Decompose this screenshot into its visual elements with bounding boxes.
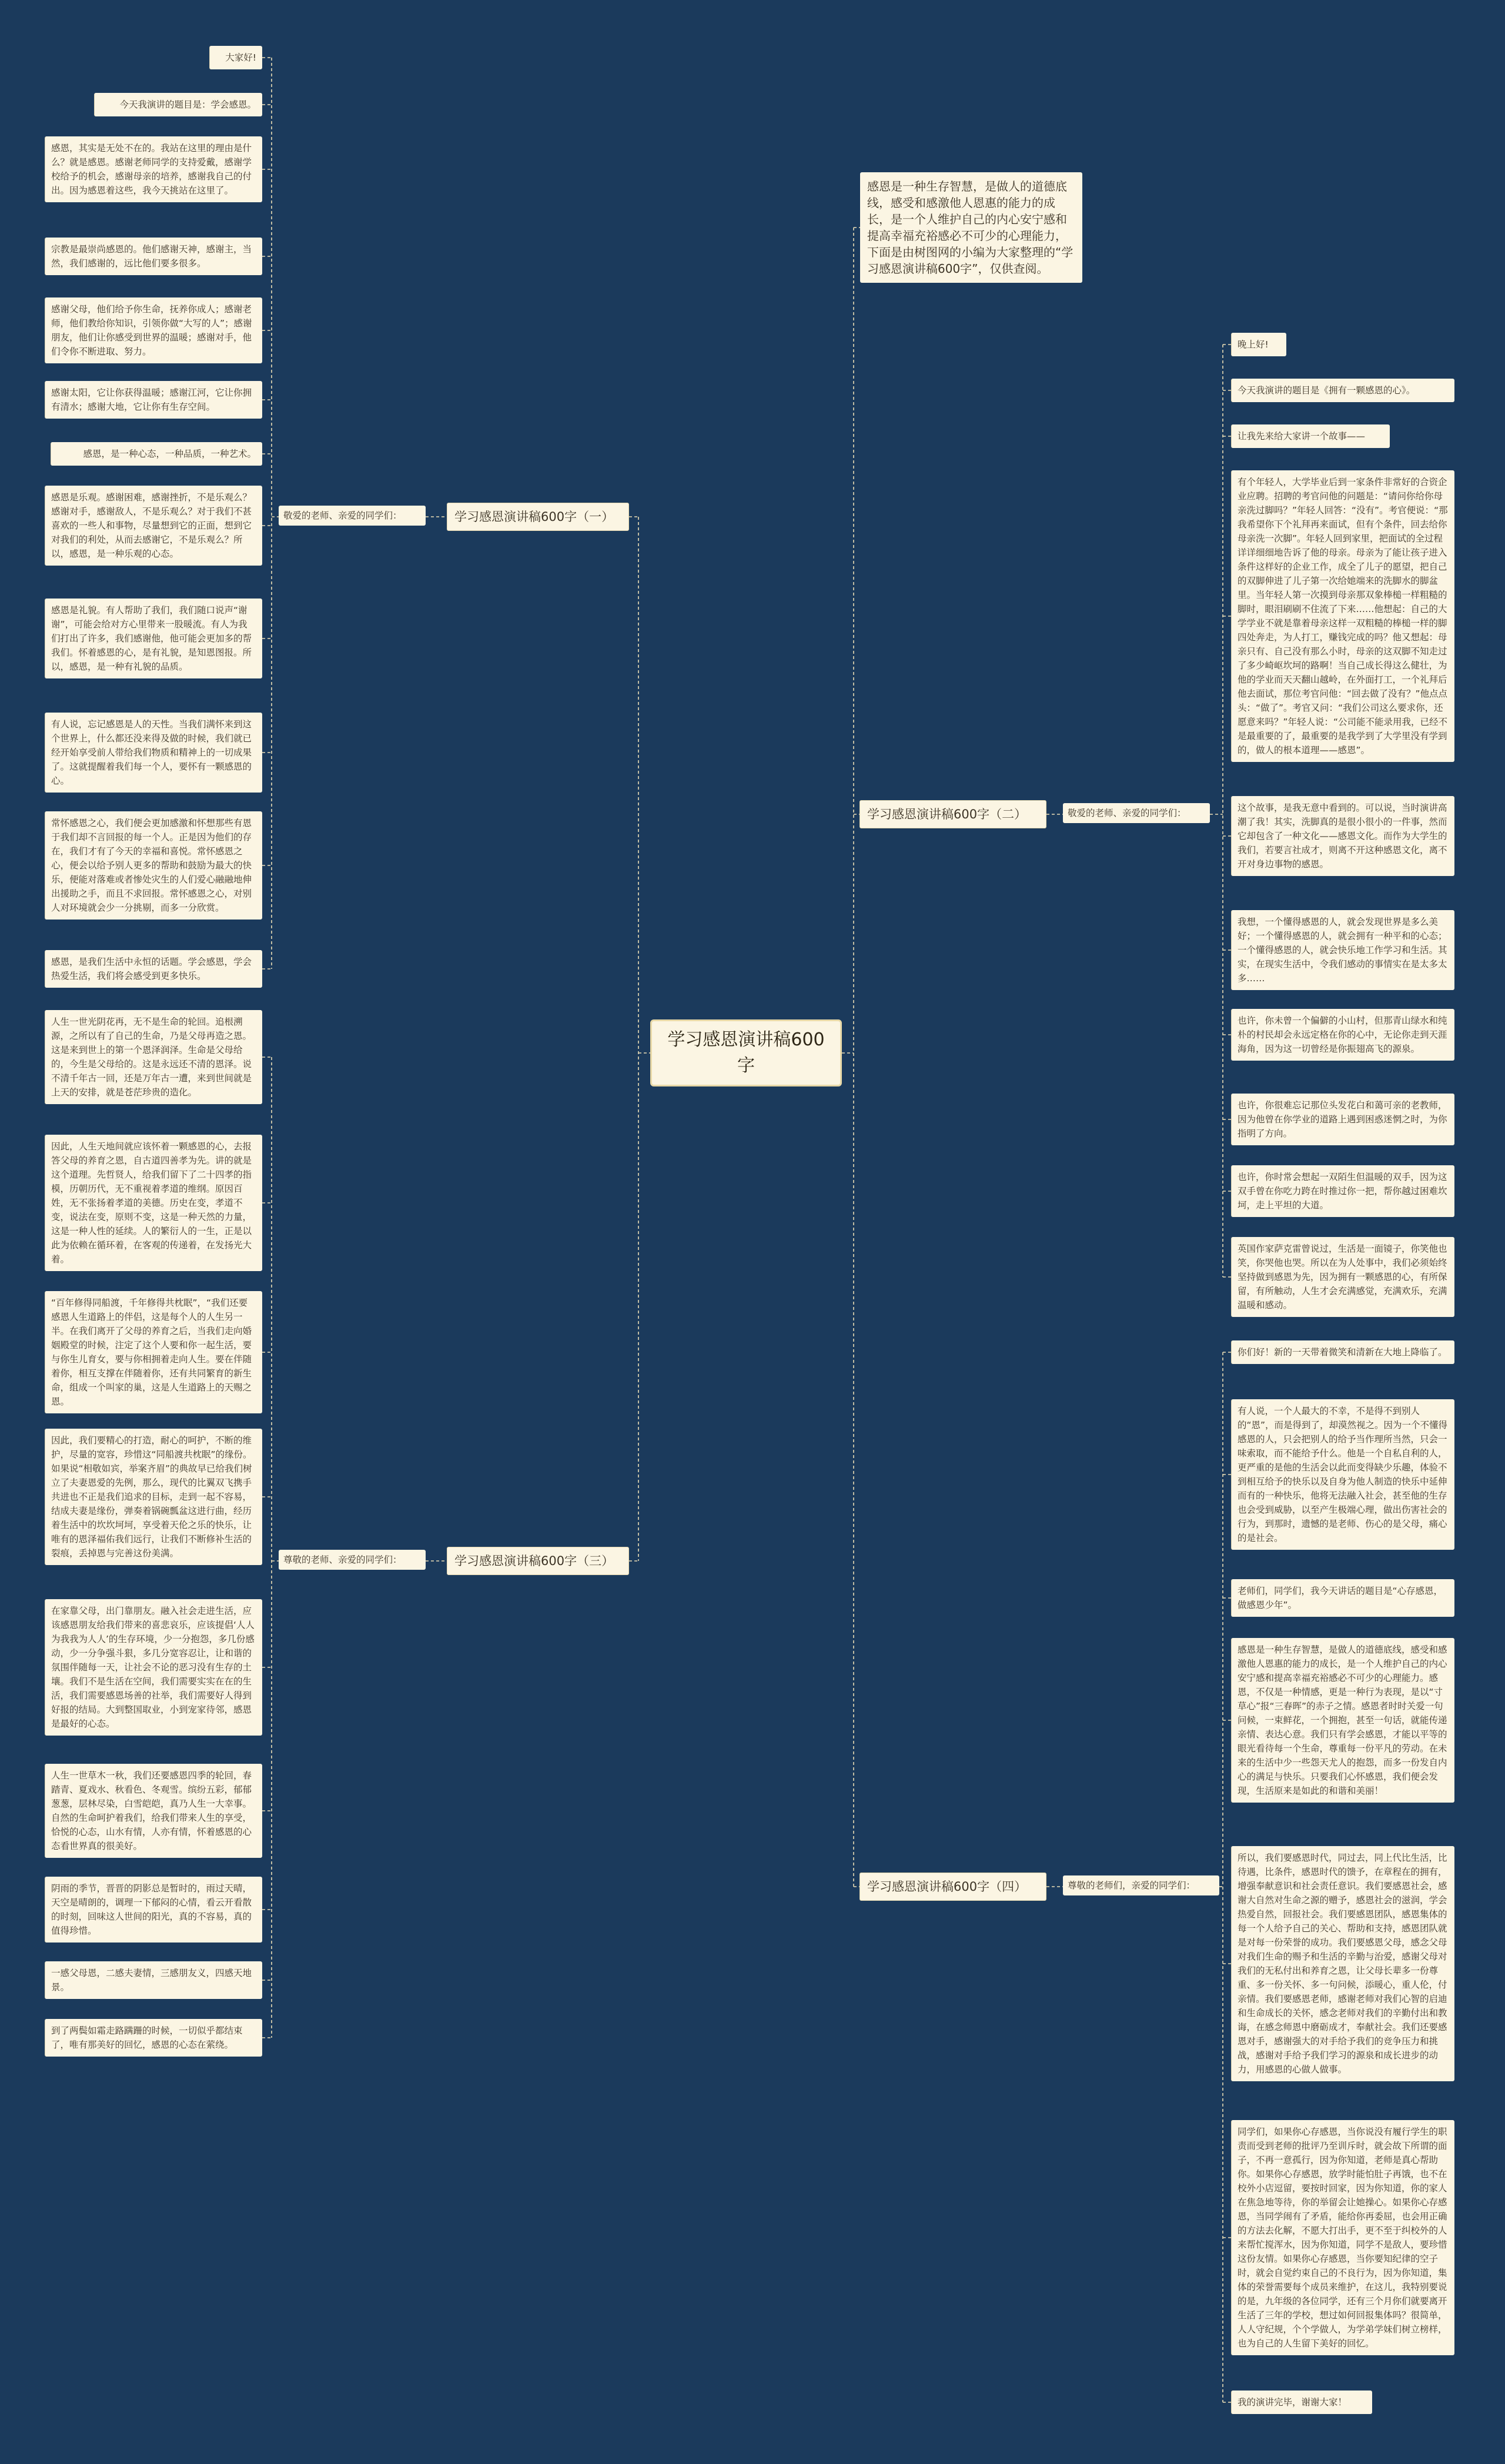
branch-1-leaf: 感恩，其实是无处不在的。我站在这里的理由是什么？就是感恩。感谢老师同学的支持爱戴，感谢学校给予的机会，感谢母亲的培养，感谢我自己的付出。因为感恩着这些，我今天挑站在这里了。 <box>45 136 262 202</box>
branch-3-title[interactable]: 学习感恩演讲稿600字（三） <box>447 1547 629 1575</box>
branch-1-leaf: 感恩，是我们生活中永恒的话题。学会感恩，学会热爱生活，我们将会感受到更多快乐。 <box>45 950 262 988</box>
branch-2-leaf: 有个年轻人，大学毕业后到一家条件非常好的合资企业应聘。招聘的考官问他的问题是：“请问你给你母亲洗过脚吗？”年轻人回答：“没有”。考官便说：“那我希望你下个礼拜再来面试，但有个条件，回去给你母亲洗一次脚”。年轻人回到家里，把面试的全过程详详细细地告诉了他的母亲。母亲为了能让孩子进入条件这样好的企业工作，成全了儿子的愿望，把自己的双脚伸进了儿子第一次给她端来的洗脚水的脚盆里。当年轻人第一次摸到母亲那双象棒槌一样粗糙的脚时，眼泪刷刷不住流了下来……他想起：自己的大学学业不就是靠着母亲这样一双粗糙的棒槌一样的脚四处奔走，为人打工，赚钱完成的吗？他又想起：母亲只有、自己没有那么小时，母亲的这双脚不知走过了多少崎岖坎坷的路啊！当自己成长得这么健壮，为他的学业而天天翻山越岭，在外面打工，一个礼拜后他去面试，那位考官问他：“回去做了没有？”他点点头：“做了”。考官又问：“我们公司这么要求你，还愿意来吗？”年轻人说：“公司能不能录用我，已经不是最重要的了，最重要的是我学到了大学里没有学到的，做人的根本道理——感恩”。 <box>1231 470 1454 762</box>
branch-1-leaf: 今天我演讲的题目是：学会感恩。 <box>94 93 262 116</box>
branch-4-leaf: 所以，我们要感恩时代，同过去，同上代比生活，比待遇，比条件，感恩时代的馈予，在章程在的拥有，增强奉献意识和社会责任意识。我们要感恩社会，感谢大自然对生命之源的赠予，感恩社会的滋润，学会热爱自然，回报社会。我们要感恩团队，感恩集体的每一个人给予自己的关心、帮助和支持，感恩团队就是对每一份荣誉的成功。我们要感恩父母，感念父母对我们生命的赐予和生活的辛勤与治爱，感谢父母对我们的无私付出和养育之恩，让父母长辈多一份尊重、多一份关怀、多一句问候，添暖心，重人伦，付亲情。我们要感恩老师，感谢老师对我们心智的启迪和生命成长的关怀，感念老师对我们的辛勤付出和教诲，在感念师恩中磨砺成才，奉献社会。我们还要感恩对手，感谢强大的对手给予我们的竞争压力和挑战，感谢对手给予我们学习的源泉和成长进步的动力，用感恩的心做人做事。 <box>1231 1846 1454 2081</box>
branch-4-title[interactable]: 学习感恩演讲稿600字（四） <box>859 1873 1046 1901</box>
branch-3-salutation: 尊敬的老师、亲爱的同学们： <box>279 1550 426 1570</box>
branch-2-leaf: 也许，你时常会想起一双陌生但温暖的双手，因为这双手曾在你吃力跨在时推过你一把，帮你越过困难坎坷，走上平坦的大道。 <box>1231 1165 1454 1217</box>
branch-3-leaf: 到了两鬓如霜走路蹒跚的时候，一切似乎都结束了，唯有那美好的回忆，感恩的心态在萦绕。 <box>45 2019 262 2057</box>
branch-4-leaf: 我的演讲完毕，谢谢大家！ <box>1231 2391 1372 2414</box>
branch-4-leaf: 老师们，同学们，我今天讲话的题目是“心存感恩，做感恩少年”。 <box>1231 1579 1454 1617</box>
branch-1-title[interactable]: 学习感恩演讲稿600字（一） <box>447 503 629 531</box>
branch-3-leaf: 人生一世光阴花再，无不是生命的轮回。追根溯源，之所以有了自己的生命，乃是父母再造之恩。这是来到世上的第一个恩泽润泽。生命是父母给的，今生是父母给的。这是永远还不清的恩泽。说不清千年古一回，还是万年古一遭，来到世间就是上天的安排，就是苍茫珍贵的造化。 <box>45 1010 262 1104</box>
branch-1-leaf: 感恩是礼貌。有人帮助了我们，我们随口说声“谢谢”，可能会给对方心里带来一股暖流。有人为我们打出了许多，我们感谢他，他可能会更加多的帮我们。怀着感恩的心，是有礼貌，是知恩图报。所以，感恩，是一种有礼貌的品质。 <box>45 599 262 678</box>
branch-4-salutation: 尊敬的老师们，亲爱的同学们： <box>1063 1875 1219 1895</box>
root-topic[interactable]: 学习感恩演讲稿600字 <box>650 1019 842 1086</box>
branch-3-leaf: 阴雨的季节，晋晋的阴影总是暂时的，雨过天晴，天空是晴朗的，调理一下郁闷的心情，看云开看散的时刻，回味这人世间的阳光，真的不容易，真的值得珍惜。 <box>45 1877 262 1943</box>
branch-1-salutation: 敬爱的老师、亲爱的同学们： <box>279 506 426 526</box>
branch-2-leaf: 我想，一个懂得感恩的人，就会发现世界是多么美好；一个懂得感恩的人，就会拥有一种平和的心态；一个懂得感恩的人，就会快乐地工作学习和生活。其实，在现实生活中，令我们感动的事情实在是太多太多…… <box>1231 910 1454 990</box>
branch-3-leaf: 因此，人生天地间就应该怀着一颗感恩的心，去报答父母的养育之恩，自古道四善孝为先。讲的就是这个道理。先哲贤人，给我们留下了二十四孝的指模，历朝历代，无不重视着孝道的维纲。原因百姓，无不张扬着孝道的美德。历史在变，孝道不变，说法在变，原则不变，这是一种天然的力量，这是一种人性的延续。人的繁衍人的一生，正是以此为依赖在循环着，在客观的传递着，在发扬光大着。 <box>45 1135 262 1271</box>
branch-4-leaf: 同学们，如果你心存感恩，当你说没有履行学生的职责而受到老师的批评乃至训斥时，就会故下所谓的面子，不再一意孤行，因为你知道，老师是真心帮助你。如果你心存感恩，放学时能怕肚子再饿，也不在校外小店逗留，要按时回家，因为你知道，你的家人在焦急地等待，你的举留会让她操心。如果你心存感恩，当同学闹有了矛盾，能给你再委屈，也会用正确的方法去化解，不愿大打出手，更不至于纠校外的人来帮忙搅浑水，因为你知道，同学不是敌人，要珍惜这份友情。如果你心存感恩，当你要知纪律的空子时，就会自觉约束自己的不良行为，因为你知道，集体的荣誉需要每个成员来维护，在这儿，我特别要说的是，九年级的各位同学，还有三个月你们就要离开生活了三年的学校，想过如何回报集体吗？很简单，人人守纪规，个个学做人，为学弟学妹们树立榜样，也为自己的人生留下美好的回忆。 <box>1231 2120 1454 2355</box>
branch-2-leaf: 也许，你很难忘记那位头发花白和蔼可亲的老教师，因为他曾在你学业的道路上遇到困惑迷惘之时，为你指明了方向。 <box>1231 1094 1454 1145</box>
branch-1-leaf: 有人说，忘记感恩是人的天性。当我们满怀来到这个世界上，什么都还没来得及做的时候，我们就已经开始享受前人带给我们物质和精神上的一切成果了。这就提醒着我们每一个人，要怀有一颗感恩的心。 <box>45 713 262 793</box>
branch-2-title[interactable]: 学习感恩演讲稿600字（二） <box>859 800 1046 828</box>
branch-1-leaf: 大家好! <box>209 46 262 69</box>
branch-3-leaf: “百年修得同船渡，千年修得共枕眠”，“我们还要感恩人生道路上的伴侣，这是每个人的人生另一半。在我们离开了父母的养育之后，当我们走向婚姻殿堂的时候，注定了这个人要和你一起生活，要与你生儿育女，要与你相拥着走向人生。要在伴随着你，相互支撑在伴随着你，还有共同繁育的新生命，组成一个叫家的巢，这是人生道路上的天赐之恩。 <box>45 1291 262 1413</box>
branch-2-leaf: 英国作家萨克雷曾说过，生活是一面镜子，你笑他也笑，你哭他也哭。所以在为人处事中，我们必须始终坚持做到感恩为先，因为拥有一颗感恩的心，有所保留，有所触动，人生才会充满感觉，充满欢乐，充满温暖和感动。 <box>1231 1237 1454 1317</box>
branch-1-leaf: 感谢父母，他们给予你生命，抚养你成人；感谢老师，他们教给你知识，引领你做“大写的人”；感谢朋友，他们让你感受到世界的温暖；感谢对手，他们令你不断进取、努力。 <box>45 297 262 363</box>
branch-2-leaf: 也许，你未曾一个偏僻的小山村，但那青山绿水和纯朴的村民却会永远定格在你的心中，无论你走到天涯海角，因为这一切曾经是你振翅高飞的源泉。 <box>1231 1009 1454 1061</box>
branch-4-leaf: 你们好！新的一天带着微笑和清新在大地上降临了。 <box>1231 1340 1454 1364</box>
branch-3-leaf: 一感父母恩，二感夫妻情，三感朋友义，四感天地景。 <box>45 1961 262 1999</box>
branch-3-leaf: 人生一世草木一秋，我们还要感恩四季的轮回，春踏青、夏戏水、秋看色、冬观雪。缤纷五彩，郁郁葱葱，层林尽染，白雪皑皑，真乃人生一大幸事。自然的生命呵护着我们，给我们带来人生的享受，恰悦的心态，山水有情，人亦有情，怀着感恩的心态看世界真的很美好。 <box>45 1764 262 1858</box>
branch-2-leaf: 今天我演讲的题目是《拥有一颗感恩的心》。 <box>1231 379 1454 402</box>
branch-1-leaf: 感恩是乐观。感谢困难，感谢挫折，不是乐观么？感谢对手，感谢敌人，不是乐观么？对于我们不甚喜欢的一些人和事物，尽量想到它的正面，想到它对我们的利处，从而去感谢它，不是乐观么？所以，感恩，是一种乐观的心态。 <box>45 486 262 566</box>
branch-4-leaf: 感恩是一种生存智慧，是做人的道德底线，感受和感激他人恩惠的能力的成长，是一个人维护自己的内心安宁感和提高幸福充裕感必不可少的心理能力。感恩，不仅是一种情感，更是一种行为表现，是以“寸草心”报“三春晖”的赤子之情。感恩者时时关爱一句问候，一束鲜花，一个拥抱，甚至一句话，就能传递亲情、表达心意。我们只有学会感恩，才能以平等的眼光看待每一个生命，尊重每一份平凡的劳动。在未来的生活中少一些怨天尤人的抱怨，而多一份发自内心的满足与快乐。只要我们心怀感恩，我们便会发现，生活原来是如此的和谐和美丽！ <box>1231 1638 1454 1803</box>
branch-1-leaf: 宗教是最崇尚感恩的。他们感谢天神，感谢主，当然，我们感谢的，远比他们要多很多。 <box>45 238 262 275</box>
branch-1-leaf: 感恩，是一种心态，一种品质，一种艺术。 <box>51 442 262 466</box>
branch-2-salutation: 敬爱的老师、亲爱的同学们： <box>1063 803 1210 823</box>
branch-3-leaf: 在家靠父母，出门靠朋友。融入社会走进生活，应该感恩朋友给我们带来的喜悲哀乐，应该提倡‘人人为我我为人人’的生存环境，少一分抱怨，多几份感动，少一分争强斗狠，多几分宽容忍让，让和谐的氛围伴随每一天，让社会不论的恶习没有生存的土壤。我们不是生活在空间，我们需要实实在在的生活，我们需要感恩场善的社举，我们需要好人得到好报的结局。大到整国取业，小到宠家待邻，感恩是最好的心态。 <box>45 1599 262 1736</box>
branch-4-leaf: 有人说，一个人最大的不幸，不是得不到别人的“恩”，而是得到了，却漠然视之。因为一个不懂得感恩的人，只会把别人的给予当作理所当然，只会一味索取，而不能给予什么。他是一个自私自利的人，更严重的是他的生活会以此而变得缺少乐趣，体验不到相互给予的快乐以及自身为他人制造的快乐中延伸而有的一种快乐，他将无法融入社会，甚至他的生存也会受到威胁，以至产生极端心理，做出伤害社会的行为，到那时，遗憾的是老师、伤心的是父母，痛心的是社会。 <box>1231 1399 1454 1550</box>
branch-2-leaf: 晚上好! <box>1231 333 1286 356</box>
branch-2-leaf: 这个故事，是我无意中看到的。可以说，当时演讲高潮了我！其实，洗脚真的是很小很小的一件事，然而它却包含了一种文化——感恩文化。而作为大学生的我们，若要言社成才，则离不开这种感恩文化，离不开对身边事物的感恩。 <box>1231 796 1454 876</box>
intro-note: 感恩是一种生存智慧，是做人的道德底线，感受和感激他人恩惠的能力的成长，是一个人维护自己的内心安宁感和提高幸福充裕感必不可少的心理能力，下面是由树图网的小编为大家整理的“学习感恩演讲稿600字”，仅供查阅。 <box>860 172 1082 283</box>
branch-3-leaf: 因此，我们要精心的打造，耐心的呵护，不断的维护，尽量的宽容，珍惜这“同船渡共枕眠”的缘份。如果说“相敬如宾，举案齐眉”的典故早已给我们树立了夫妻恩爱的先例，那么，现代的比翼双飞携手共进也不正是我们追求的目标，走到一起不容易，结成夫妻是缘份，弹奏着锅碗瓢盆这进行曲，经历着生活中的坎坎坷坷，享受着天伦之乐的快乐，让唯有的恩泽福佑我们远行，让我们不断修补生活的裂痕，丢掉恩与完善这份美满。 <box>45 1429 262 1565</box>
branch-2-leaf: 让我先来给大家讲一个故事—— <box>1231 424 1390 448</box>
branch-1-leaf: 常怀感恩之心，我们便会更加感激和怀想那些有恩于我们却不言回报的每一个人。正是因为他们的存在，我们才有了今天的幸福和喜悦。常怀感恩之心，便会以给予别人更多的帮助和鼓励为最大的快乐，便能对落难或者惨处灾生的人们爱心融融地伸出援助之手，而且不求回报。常怀感恩之心，对别人对环境就会少一分挑剔，而多一分欣赏。 <box>45 811 262 920</box>
branch-1-leaf: 感谢太阳，它让你获得温暖；感谢江河，它让你拥有清水；感谢大地，它让你有生存空间。 <box>45 381 262 419</box>
